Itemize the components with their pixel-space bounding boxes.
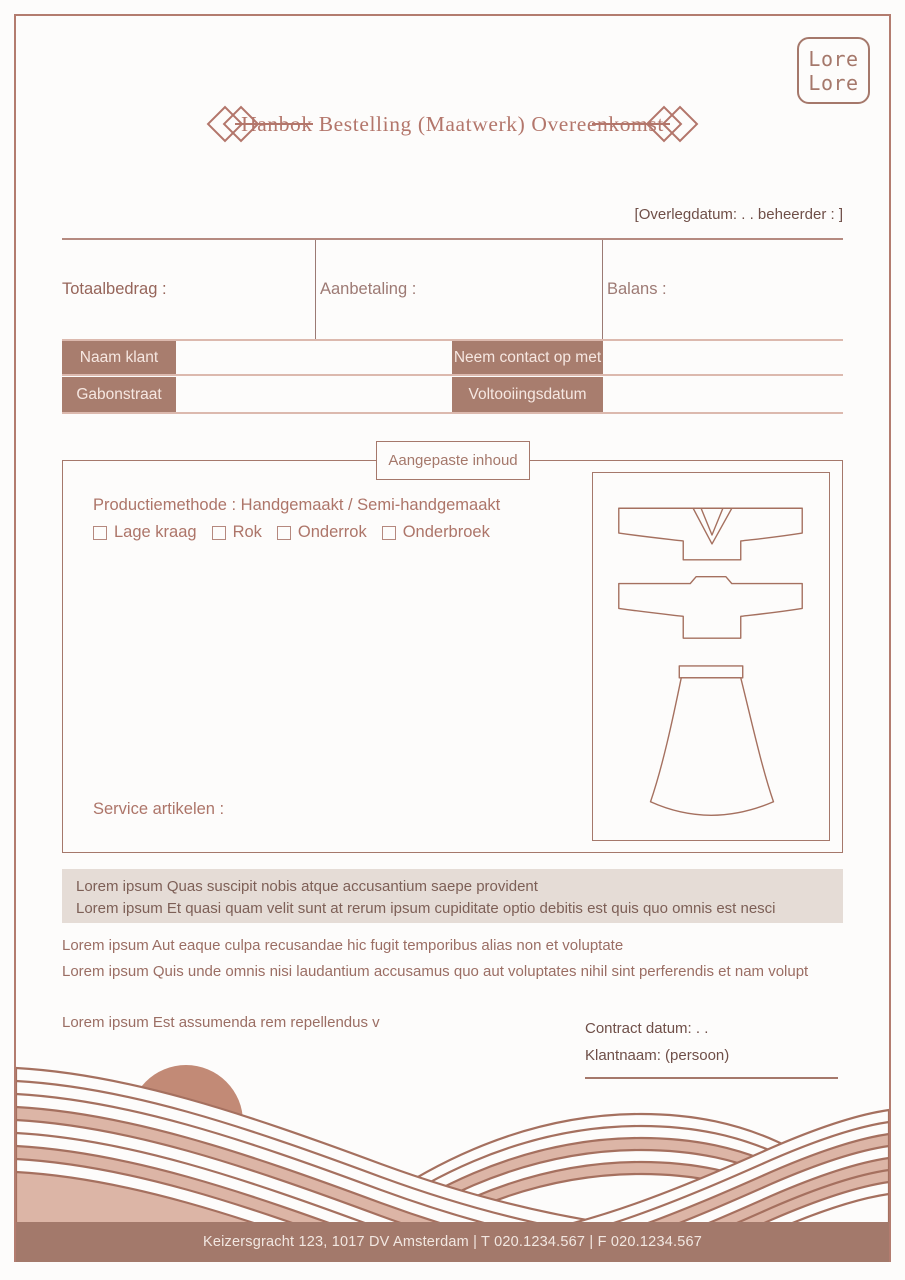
hanbok-drawing-icon <box>593 473 829 840</box>
footer-bar <box>16 1222 889 1262</box>
checkbox-icon <box>277 526 291 540</box>
checkbox-label: Onderbroek <box>402 523 490 541</box>
checkbox-icon <box>212 526 226 540</box>
paragraph-line: Lorem ipsum Quis unde omnis nisi laudantium accusamus quo aut voluptates nihil sint perferendis et nam volupt <box>62 963 809 980</box>
naam-klant-field[interactable] <box>176 341 452 374</box>
hills-sun-icon <box>16 1064 889 1222</box>
voltooiingsdatum-header: Voltooiingsdatum <box>452 377 603 412</box>
paragraph-line: Lorem ipsum Est assumenda rem repellendus v <box>62 1014 380 1031</box>
notes-line-1: Lorem ipsum Quas suscipit nobis atque accusantium saepe provident <box>76 878 538 895</box>
contact-field[interactable] <box>603 341 843 374</box>
naam-klant-header: Naam klant <box>62 341 176 374</box>
paragraph-line: Lorem ipsum Aut eaque culpa recusandae hic fugit temporibus alias non et voluptate <box>62 937 624 954</box>
contact-header: Neem contact op met <box>452 341 603 374</box>
totaalbedrag-cell[interactable] <box>62 240 315 339</box>
contract-date-label: Contract datum: . . <box>585 1020 709 1037</box>
gabonstraat-field[interactable] <box>176 377 452 412</box>
production-method-line: Productiemethode : Handgemaakt / Semi-handgemaakt <box>93 496 501 514</box>
aanbetaling-label: Aanbetaling : <box>320 280 417 298</box>
footer-contact-text: Keizersgracht 123, 1017 DV Amsterdam | T 020.1234.567 | F 020.1234.567 <box>202 1234 702 1250</box>
checkbox-label: Rok <box>232 523 262 541</box>
aanbetaling-cell[interactable] <box>315 240 603 339</box>
notes-line-2: Lorem ipsum Et quasi quam velit sunt at rerum ipsum cupiditate optio debitis est quis quo omnis est nesci <box>76 900 776 917</box>
logo-line-2: Lore <box>808 70 859 95</box>
diamond-ornament-icon <box>592 102 700 146</box>
totaalbedrag-label: Totaalbedrag : <box>62 280 167 298</box>
custom-content-header: Aangepaste inhoud <box>376 441 530 480</box>
checkbox-onderbroek[interactable] <box>382 523 490 542</box>
balans-label: Balans : <box>607 280 667 298</box>
checkbox-label: Onderrok <box>297 523 367 541</box>
checkbox-rok[interactable] <box>212 523 262 542</box>
table-row <box>62 377 843 414</box>
voltooiingsdatum-field[interactable] <box>603 377 843 412</box>
options-checkbox-row <box>93 523 490 542</box>
page-title: Hanbok Bestelling (Maatwerk) Overeenkomst <box>241 111 664 136</box>
client-name-label: Klantnaam: (persoon) <box>585 1047 730 1064</box>
overleg-meta-note: [Overlegdatum: . . beheerder : ] <box>634 206 843 223</box>
logo <box>797 37 870 104</box>
balans-cell[interactable] <box>603 240 843 339</box>
checkbox-lage-kraag[interactable] <box>93 523 197 542</box>
checkbox-label: Lage kraag <box>114 523 197 541</box>
amounts-table <box>62 238 843 339</box>
notes-block <box>62 869 843 923</box>
wave-decoration <box>16 1064 889 1222</box>
service-articles-label: Service artikelen : <box>93 800 225 818</box>
checkbox-onderrok[interactable] <box>277 523 367 542</box>
document-title-row <box>0 102 905 146</box>
checkbox-icon <box>93 526 107 540</box>
logo-line-1: Lore <box>808 46 859 71</box>
table-row <box>62 339 843 376</box>
gabonstraat-header: Gabonstraat <box>62 377 176 412</box>
diamond-ornament-icon <box>205 102 313 146</box>
hanbok-illustration <box>592 472 830 841</box>
checkbox-icon <box>382 526 396 540</box>
